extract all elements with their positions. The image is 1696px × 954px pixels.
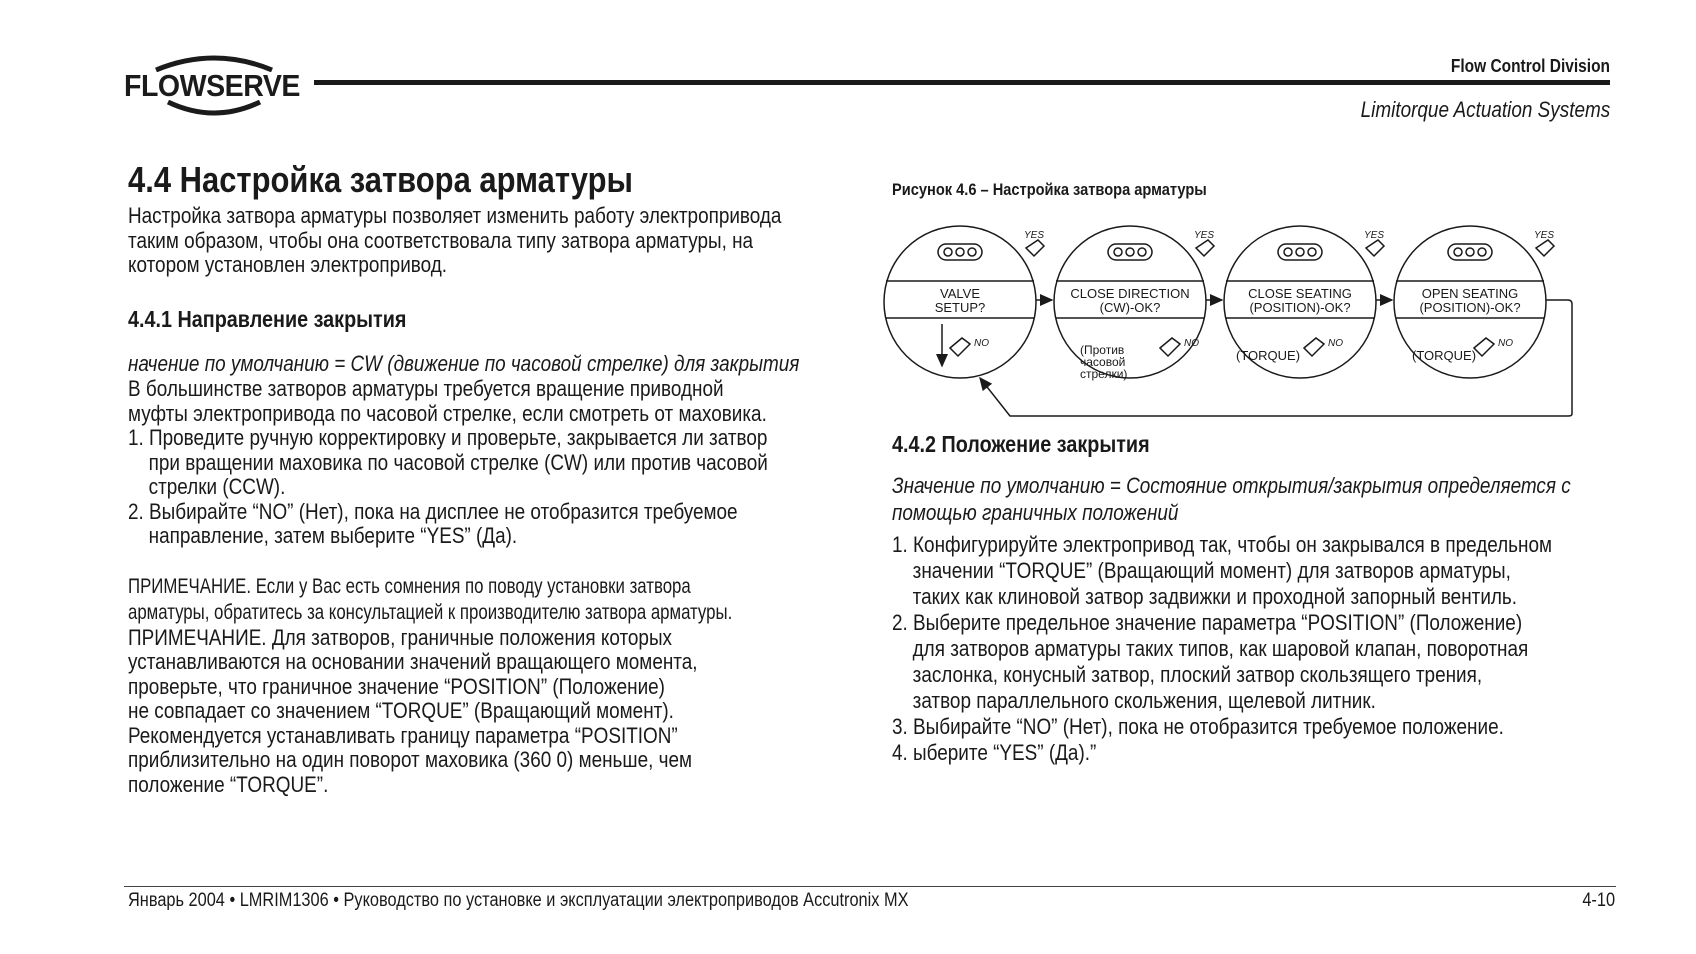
note-block bbox=[128, 574, 888, 798]
circle-3-line1: CLOSE SEATING bbox=[1248, 286, 1352, 301]
circle-3-below: (TORQUE) bbox=[1236, 348, 1301, 363]
intro-line: таким образом, чтобы она соответствовала типу затвора арматуры, на bbox=[128, 227, 754, 253]
header-rule bbox=[314, 80, 1610, 85]
list-item bbox=[892, 532, 1622, 610]
section-heading: 4.4.1 Направление закрытия bbox=[128, 305, 407, 332]
circle-4-below: (TORQUE) bbox=[1412, 348, 1477, 363]
figure-caption: Рисунок 4.6 – Настройка затвора арматуры bbox=[892, 180, 1207, 199]
list-item bbox=[892, 610, 1622, 714]
step-line: для затворов арматуры таких типов, как шаровой клапан, поворотная bbox=[912, 636, 1529, 661]
step-line: стрелки (CCW). bbox=[148, 474, 286, 499]
list-item bbox=[892, 740, 1622, 766]
note-line: арматуры, обратитесь за консультацией к производителю затвора арматуры. bbox=[128, 600, 733, 624]
svg-text:YES: YES bbox=[1194, 230, 1215, 241]
svg-text:YES: YES bbox=[1024, 230, 1045, 241]
step-line: 2. Выбирайте “NO” (Нет), пока на дисплее не отобразится требуемое bbox=[128, 498, 738, 524]
step-line: 1. Проведите ручную корректировку и проверьте, закрывается ли затвор bbox=[128, 425, 768, 450]
body-line: В большинстве затворов арматуры требуется вращение приводной bbox=[128, 376, 724, 401]
logo-bottom-arc bbox=[164, 100, 264, 118]
note-line: устанавливаются на основании значений вращающего момента, bbox=[128, 649, 698, 674]
body-line: муфты электропривода по часовой стрелке, если смотреть от маховика. bbox=[128, 401, 767, 426]
page-title: 4.4 Настройка затвора арматуры bbox=[128, 159, 633, 200]
valve-setup-diagram bbox=[880, 220, 1580, 420]
footer-rule bbox=[124, 886, 1616, 887]
steps-list bbox=[128, 426, 888, 549]
note-line: положение “TORQUE”. bbox=[128, 771, 329, 797]
svg-text:NO: NO bbox=[1498, 338, 1513, 349]
step-line: 1. Конфигурируйте электропривод так, чтобы он закрывался в предельном bbox=[892, 532, 1553, 557]
left-column bbox=[128, 158, 888, 797]
default-value-note: начение по умолчанию = CW (движение по часовой стрелке) для закрытия bbox=[128, 350, 800, 376]
svg-text:YES: YES bbox=[1534, 230, 1555, 241]
intro-paragraph bbox=[128, 204, 888, 278]
svg-text:YES: YES bbox=[1364, 230, 1385, 241]
list-item bbox=[892, 714, 1622, 740]
section-heading: 4.4.2 Положение закрытия bbox=[892, 431, 1150, 457]
note-line: Рекомендуется устанавливать границу параметра “POSITION” bbox=[128, 722, 678, 748]
note-line: не совпадает со значением “TORQUE” (Вращающий момент). bbox=[128, 698, 674, 723]
circle-3-line2: (POSITION)-OK? bbox=[1249, 300, 1351, 315]
step-line: 3. Выбирайте “NO” (Нет), пока не отобразится требуемое положение. bbox=[892, 714, 1504, 739]
intro-line: котором установлен электропривод. bbox=[128, 252, 448, 277]
circle-2-line1: CLOSE DIRECTION bbox=[1070, 286, 1190, 301]
note-line: приблизительно на один поворот маховика (360 0) меньше, чем bbox=[128, 747, 693, 772]
intro-line: Настройка затвора арматуры позволяет изменить работу электропривода bbox=[128, 203, 782, 228]
flowserve-logo bbox=[124, 50, 304, 116]
circle-1-line1: VALVE bbox=[940, 286, 980, 301]
svg-text:NO: NO bbox=[1328, 338, 1343, 349]
circle-4-line1: OPEN SEATING bbox=[1421, 286, 1519, 301]
circle-2-below-3: стрелки) bbox=[1080, 367, 1128, 381]
list-item bbox=[128, 426, 888, 500]
step-line: 4. ыберите “YES” (Да).” bbox=[892, 740, 1097, 765]
step-line: направление, затем выберите “YES” (Да). bbox=[148, 523, 518, 548]
steps-list bbox=[892, 532, 1622, 766]
footer-text: Январь 2004 • LMRIM1306 • Руководство по установке и эксплуатации электроприводов Accutronix MX bbox=[128, 890, 909, 911]
section-body bbox=[128, 376, 888, 426]
svg-text:NO: NO bbox=[1184, 338, 1199, 349]
logo-wordmark: FLOWSERVE bbox=[124, 68, 300, 103]
step-line: затвор параллельного скольжения, щелевой литник. bbox=[912, 688, 1376, 713]
step-line: при вращении маховика по часовой стрелке (CW) или против часовой bbox=[148, 449, 768, 475]
circle-1-line2: SETUP? bbox=[934, 300, 986, 315]
right-column bbox=[892, 430, 1622, 766]
list-item bbox=[128, 500, 888, 549]
page-number: 4-10 bbox=[1582, 890, 1615, 911]
default-line: помощью граничных положений bbox=[892, 500, 1179, 525]
step-line: заслонка, конусный затвор, плоский затвор скользящего трения, bbox=[912, 662, 1483, 687]
note-line: ПРИМЕЧАНИЕ. Для затворов, граничные положения которых bbox=[128, 624, 673, 650]
header-systems: Limitorque Actuation Systems bbox=[1360, 97, 1610, 122]
circle-2-below-1: (Против bbox=[1080, 343, 1125, 357]
flow-diagram-svg bbox=[880, 220, 1580, 420]
step-line: значении “TORQUE” (Вращающий момент) для затворов арматуры, bbox=[912, 558, 1511, 583]
default-value-note bbox=[892, 472, 1622, 526]
step-line: таких как клиновой затвор задвижки и проходной запорный вентиль. bbox=[912, 584, 1518, 609]
circle-4-line2: (POSITION)-OK? bbox=[1419, 300, 1521, 315]
header-division: Flow Control Division bbox=[1450, 56, 1610, 76]
default-line: Значение по умолчанию = Состояние открытия/закрытия определяется с bbox=[892, 473, 1571, 498]
svg-text:NO: NO bbox=[974, 338, 989, 349]
note-line: проверьте, что граничное значение “POSITION” (Положение) bbox=[128, 673, 665, 699]
note-line: ПРИМЕЧАНИЕ. Если у Вас есть сомнения по поводу установки затвора bbox=[128, 574, 691, 598]
circle-2-line2: (CW)-OK? bbox=[1099, 300, 1161, 315]
step-line: 2. Выберите предельное значение параметра “POSITION” (Положение) bbox=[892, 610, 1523, 635]
circle-2-below-2: часовой bbox=[1080, 355, 1126, 369]
